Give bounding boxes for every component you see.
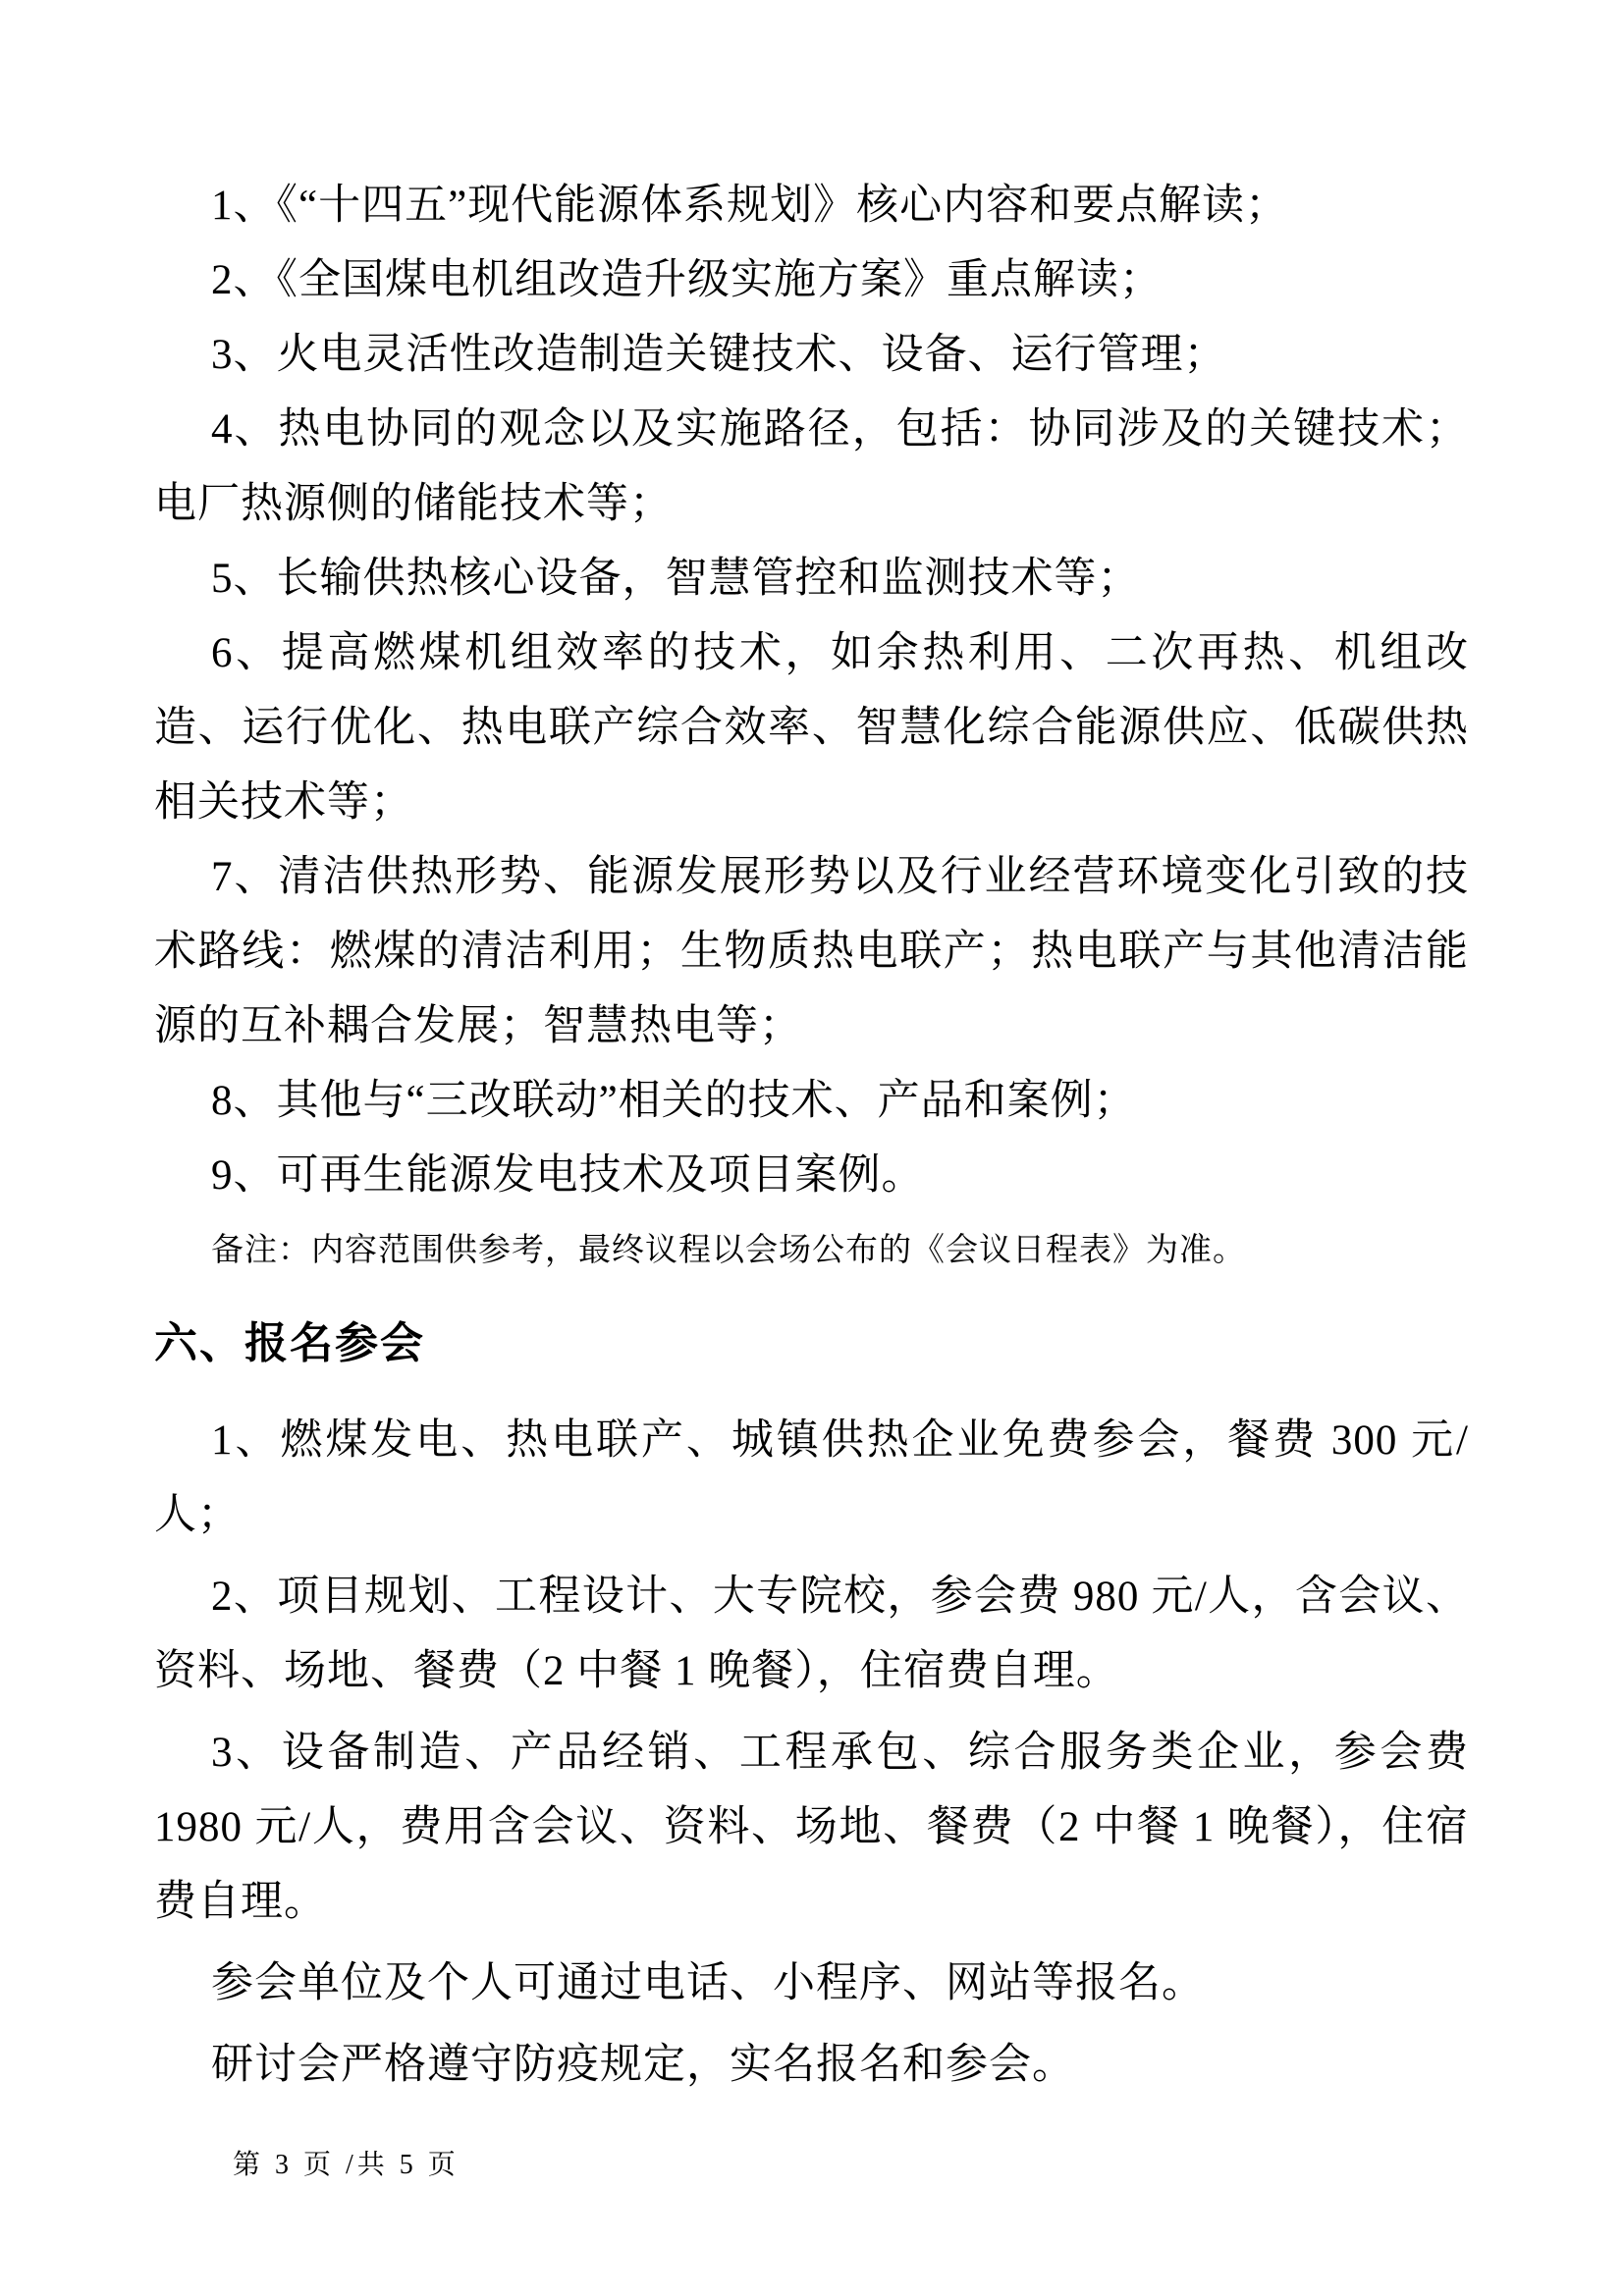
agenda-item-8: 8、其他与“三改联动”相关的技术、产品和案例； — [211, 1078, 1137, 1124]
document-content — [154, 169, 1469, 2109]
agenda-item-5: 5、长输供热核心设备，智慧管控和监测技术等； — [211, 556, 1141, 602]
agenda-item-3: 3、火电灵活性改造制造关键技术、设备、运行管理； — [211, 332, 1227, 378]
registration-item-1: 1、燃煤发电、热电联产、城镇供热企业免费参会，餐费 300 元/人； — [154, 1417, 1469, 1538]
section-heading-registration: 六、报名参会 — [154, 1319, 425, 1367]
agenda-item-6: 6、提高燃煤机组效率的技术，如余热利用、二次再热、机组改造、运行优化、热电联产综合效率、智慧化综合能源供应、低碳供热相关技术等； — [154, 630, 1469, 826]
agenda-item-2: 2、《全国煤电机组改造升级实施方案》重点解读； — [211, 257, 1163, 303]
registration-item-3: 3、设备制造、产品经销、工程承包、综合服务类企业，参会费 1980 元/人，费用含会议、资料、场地、餐费（2 中餐 1 晚餐），住宿费自理。 — [154, 1730, 1469, 1925]
closing-paragraph-2: 研讨会严格遵守防疫规定，实名报名和参会。 — [211, 2042, 1075, 2088]
agenda-item-4: 4、热电协同的观念以及实施路径，包括：协同涉及的关键技术；电厂热源侧的储能技术等； — [154, 406, 1469, 527]
registration-item-2: 2、项目规划、工程设计、大专院校，参会费 980 元/人，含会议、资料、场地、餐费（2 中餐 1 晚餐），住宿费自理。 — [154, 1574, 1469, 1694]
agenda-item-9: 9、可再生能源发电技术及项目案例。 — [211, 1152, 925, 1199]
page-number-footer: 第 3 页 /共 5 页 — [233, 2150, 460, 2180]
agenda-item-1: 1、《“十四五”现代能源体系规划》核心内容和要点解读； — [211, 183, 1289, 229]
agenda-item-7: 7、清洁供热形势、能源发展形势以及行业经营环境变化引致的技术路线：燃煤的清洁利用；生物质热电联产；热电联产与其他清洁能源的互补耦合发展；智慧热电等； — [154, 854, 1469, 1049]
closing-paragraph-1: 参会单位及个人可通过电话、小程序、网站等报名。 — [211, 1960, 1205, 2006]
agenda-note: 备注：内容范围供参考，最终议程以会场公布的《会议日程表》为准。 — [211, 1233, 1246, 1268]
